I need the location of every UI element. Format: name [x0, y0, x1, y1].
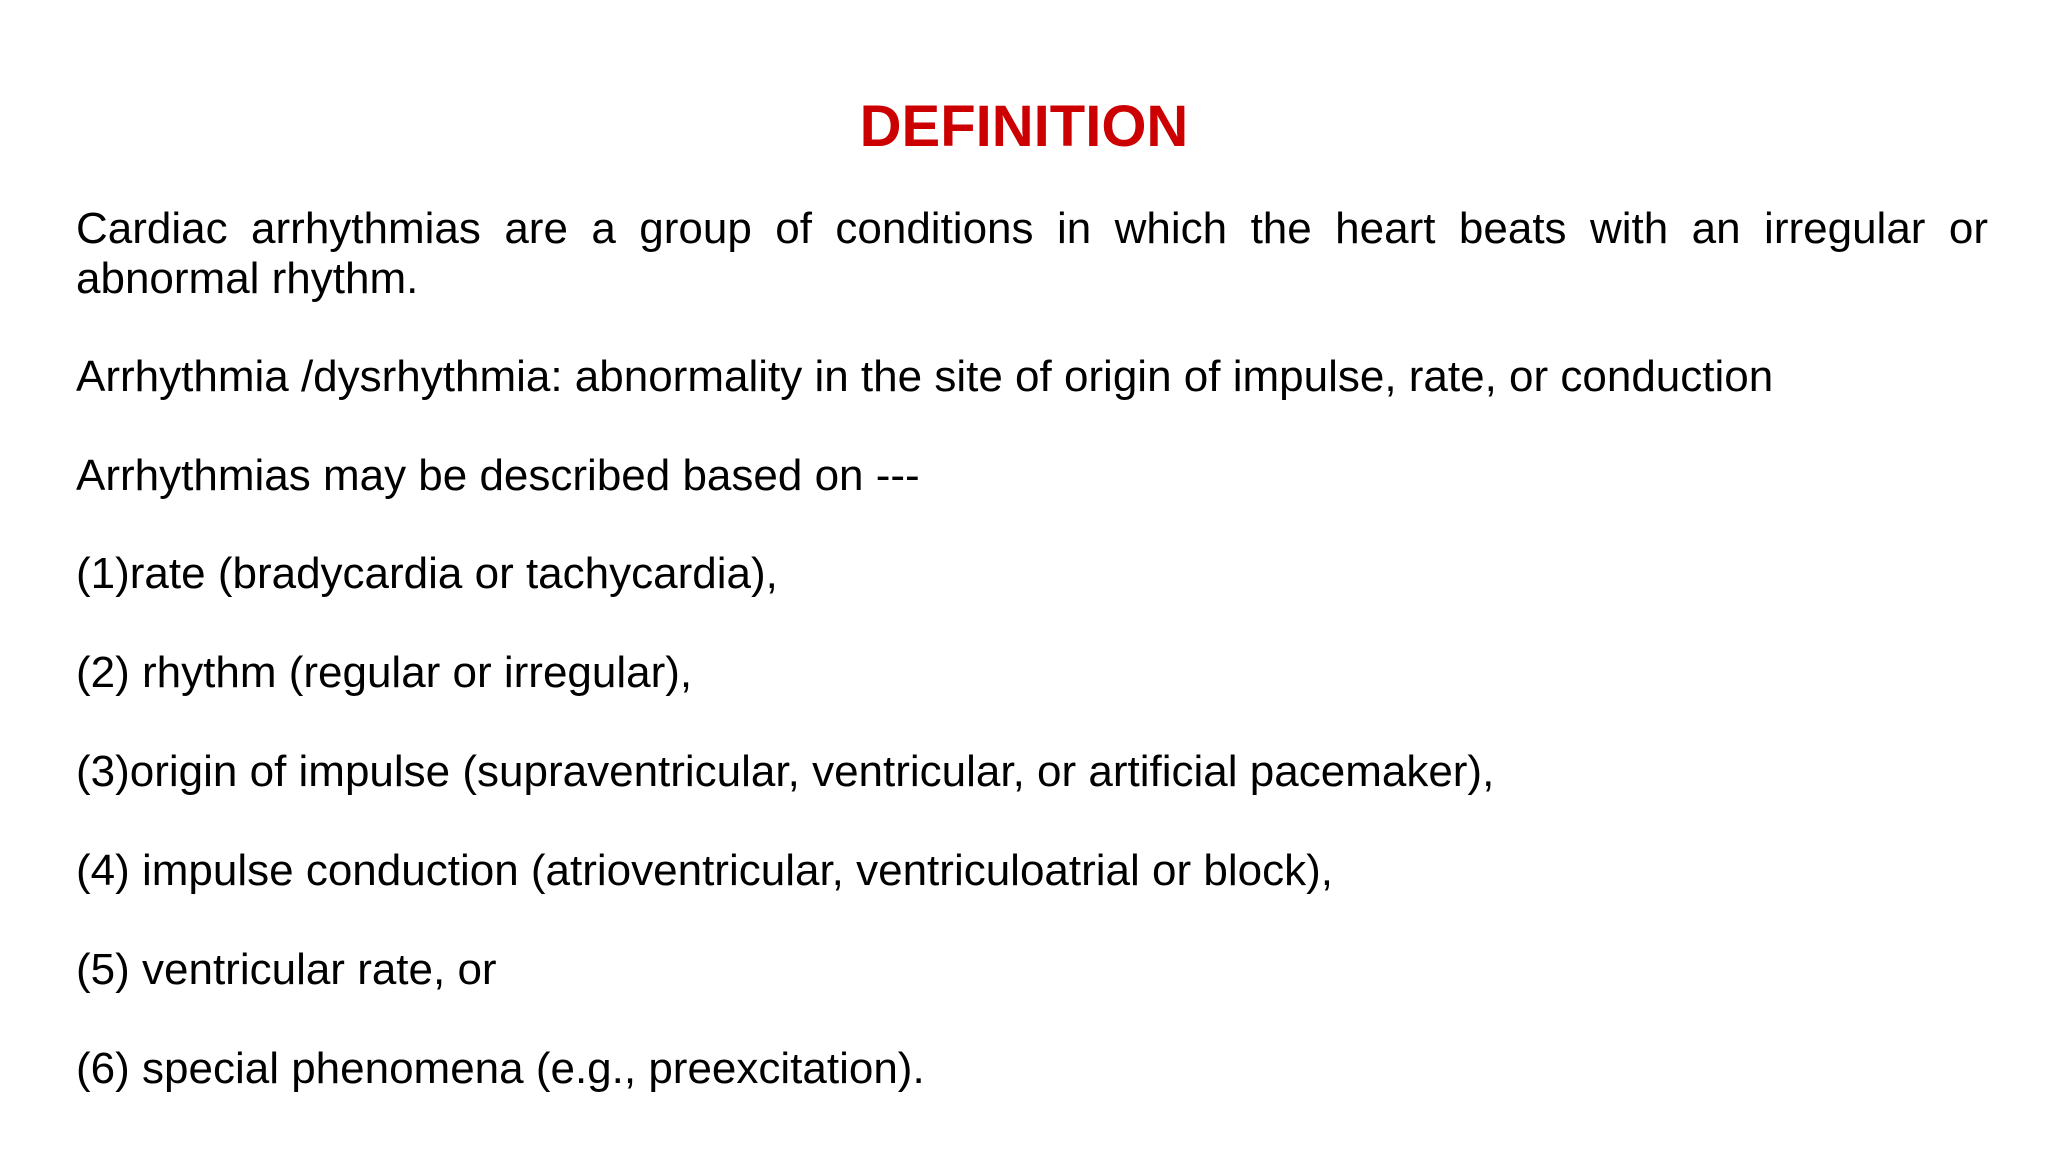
arrhythmia-definition: Arrhythmia /dysrhythmia: abnormality in the site of origin of impulse, rate, or conduction	[76, 352, 1774, 401]
list-item-rhythm: (2) rhythm (regular or irregular),	[76, 648, 693, 697]
description-lead: Arrhythmias may be described based on ---	[76, 451, 920, 500]
list-item-rate: (1)rate (bradycardia or tachycardia),	[76, 549, 778, 598]
intro-paragraph: Cardiac arrhythmias are a group of conditions in which the heart beats with an irregular or abnormal rhythm.	[76, 204, 1988, 303]
slide-title: DEFINITION	[859, 94, 1189, 159]
list-item-ventricular-rate: (5) ventricular rate, or	[76, 945, 497, 994]
list-item-conduction: (4) impulse conduction (atrioventricular, ventriculoatrial or block),	[76, 846, 1333, 895]
list-item-special-phenomena: (6) special phenomena (e.g., preexcitation).	[76, 1044, 925, 1093]
list-item-origin: (3)origin of impulse (supraventricular, ventricular, or artificial pacemaker),	[76, 747, 1495, 796]
